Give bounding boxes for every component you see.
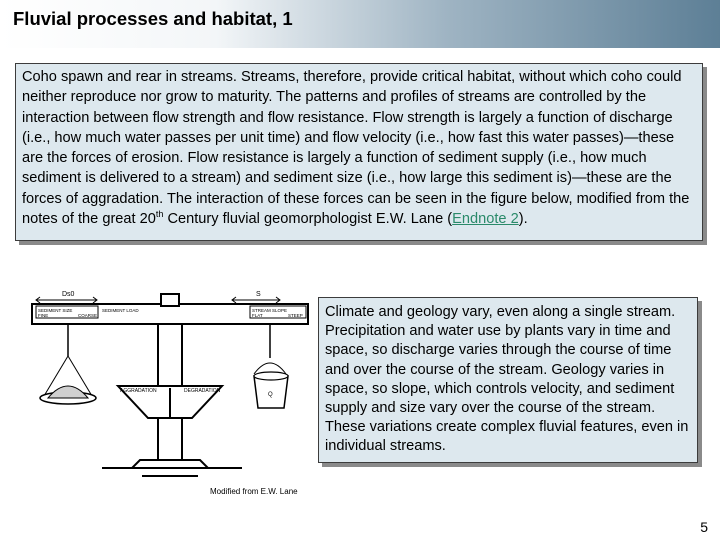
label-steep: STEEP	[288, 313, 303, 318]
label-fine: FINE	[38, 313, 49, 318]
page-number: 5	[700, 519, 708, 535]
main-text-box	[15, 63, 703, 241]
label-coarse: COARSE	[78, 313, 98, 318]
lane-balance-figure	[22, 284, 318, 484]
label-sediment-load: SEDIMENT LOAD	[102, 308, 139, 313]
balance-diagram	[22, 284, 318, 484]
label-aggradation: AGGRADATION	[120, 388, 157, 394]
title-bar	[0, 0, 720, 48]
slide-title: Fluvial processes and habitat, 1	[13, 8, 293, 29]
label-flat: FLAT	[252, 313, 263, 318]
label-q: Q	[268, 392, 273, 398]
label-ds: Ds0	[62, 291, 75, 298]
label-degradation: DEGRADATION	[184, 388, 221, 394]
side-text: Climate and geology vary, even along a single stream. Precipitation and water use by plants vary in time and space, so discharge varies through the course of time and over the course of the stream. Geology varies in space, so slope, which controls velocity, and sediment supply and size vary over the course of the stream. These variations create complex fluvial features, even in individual streams.	[325, 304, 689, 455]
label-stream-slope: STREAM SLOPE	[252, 308, 288, 313]
main-text-body: Coho spawn and rear in streams. Streams, therefore, provide critical habitat, without which coho could neither reproduce nor grow to maturity. The patterns and profiles of streams are controlled by the interaction between flow strength and flow resistance. Flow strength is largely a function of discharge (i.e., how much water passes per unit time) and flow velocity (i.e., how fast this water passes)—these are the forces of erosion. Flow resistance is largely a function of sediment supply (i.e., how much sediment is delivered to a stream) and sediment size (i.e., how large this sediment is)—these are the forces of aggradation. The interaction of these forces can be seen in the figure below, modified from the notes of the great 20	[22, 69, 690, 228]
main-text-continuation: Century fluvial geomorphologist E.W. Lane (	[163, 211, 453, 228]
figure-caption: Modified from E.W. Lane	[210, 487, 298, 496]
label-sediment-size: SEDIMENT SIZE	[38, 308, 73, 313]
endnote-link[interactable]: Endnote 2	[452, 211, 519, 228]
main-text-end: ).	[518, 211, 528, 228]
side-text-box	[318, 297, 698, 463]
superscript-th: th	[155, 209, 164, 220]
label-s: S	[256, 291, 261, 298]
